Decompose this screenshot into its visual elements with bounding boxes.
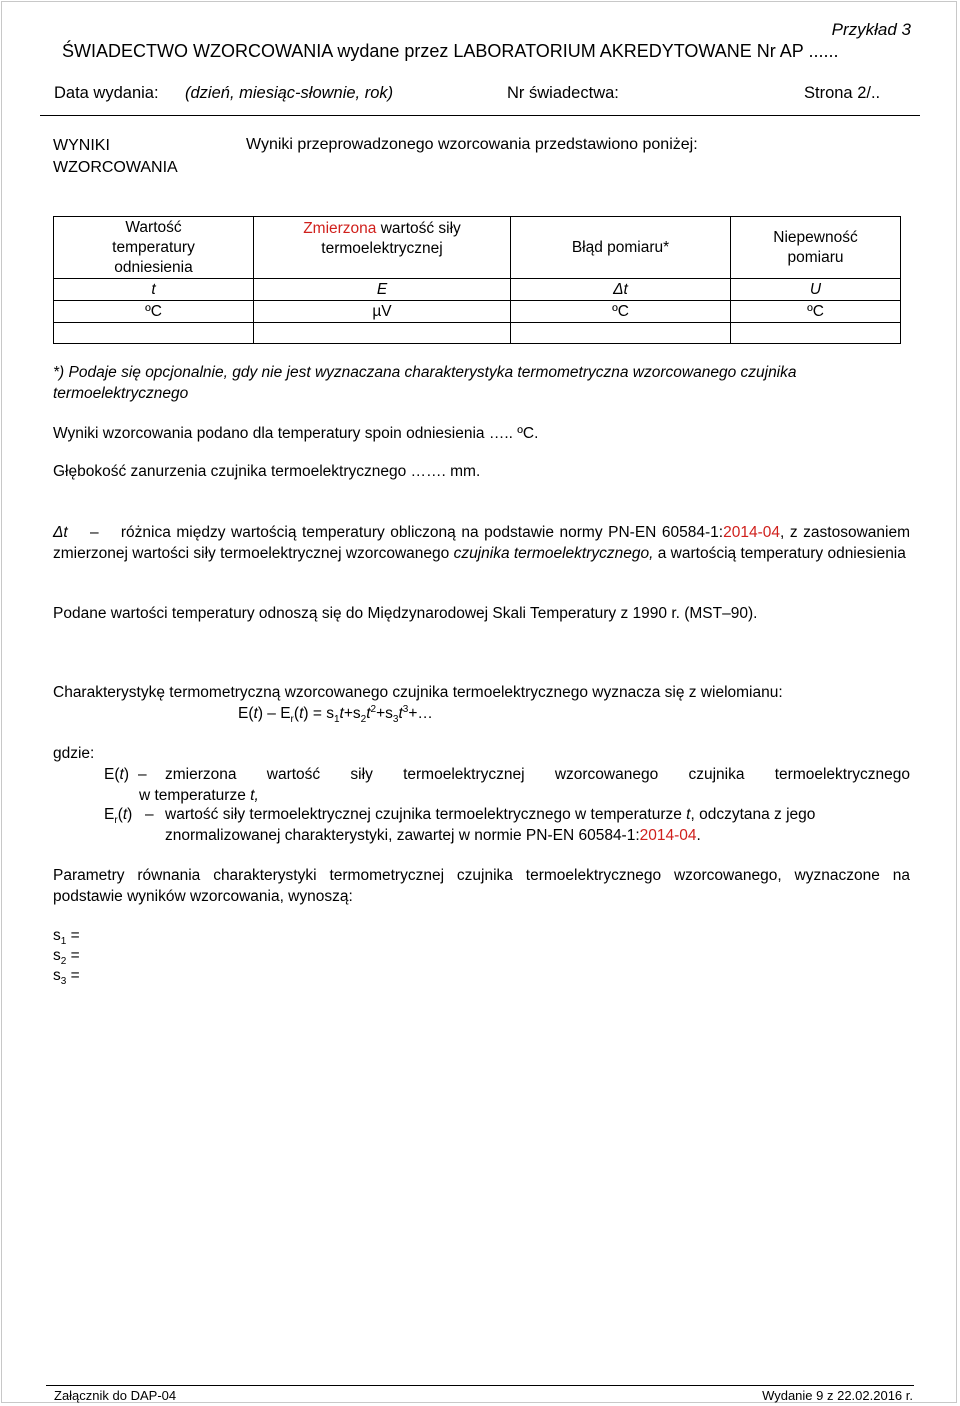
param-s2-sub: 2 (60, 956, 67, 968)
where-label: gdzie: (53, 745, 95, 762)
certificate-number-label: Nr świadectwa: (507, 84, 619, 102)
results-table (53, 216, 901, 344)
e-dash: – (138, 766, 147, 783)
header-col1-line2: temperatury (112, 238, 195, 256)
footer-annex: Załącznik do DAP-04 (54, 1388, 177, 1403)
footer-divider (46, 1385, 914, 1386)
header-col4-line2: pomiaru (787, 248, 844, 266)
table-cell (254, 323, 511, 344)
param-s2-eq: = (66, 947, 80, 964)
parameter-s3 (53, 967, 80, 988)
definition-text-b: , z zastosowaniem zmierzonej wartości siły termoelektrycznej wzorcowanego (53, 524, 911, 562)
table-cell (54, 323, 254, 344)
polynomial-formula: $E(t) - E_r(t)$ = $s_1t+s_2t^2+s_3t^3+\dots$ (238, 703, 433, 726)
its90-note: Podane wartości temperatury odnoszą się do Międzynarodowej Skali Temperatury z 1990 r. (MST–90). (53, 605, 758, 622)
er-standard-year: 2014-04 (639, 827, 697, 844)
certificate-title: ŚWIADECTWO WZORCOWANIA wydane przez LABORATORIUM AKREDYTOWANE Nr AP ...... (62, 41, 839, 61)
unit-t: ºC (54, 301, 254, 323)
reference-temperature-note: Wyniki wzorcowania podano dla temperatury spoin odniesienia ….. ºC. (53, 425, 539, 442)
parameters-text: Parametry równania charakterystyki termometrycznej czujnika termoelektrycznego wzorcowanego, wyznaczone na podstawie wyników wzorcowania, wynoszą: (53, 867, 910, 905)
header-col4-line1: Niepewność (773, 228, 858, 246)
er-description-line2 (165, 827, 701, 845)
er-desc-a: wartość siły termoelektrycznej czujnika termoelektrycznego w temperaturze (165, 806, 682, 823)
param-s1-eq: = (66, 927, 80, 944)
immersion-depth-note: Głębokość zanurzenia czujnika termoelektrycznego ……. mm. (53, 463, 481, 480)
header-measured-emf (254, 217, 511, 279)
e-desc-temp: w temperaturze (139, 787, 246, 804)
param-s3-symbol: s (53, 967, 61, 984)
page-frame (1, 1, 957, 1403)
unit-u: ºC (731, 301, 901, 323)
er-desc-end: . (696, 827, 701, 844)
footer-edition: Wydanie 9 z 22.02.2016 r. (762, 1388, 913, 1403)
e-description-line2: w temperaturze t, (139, 787, 259, 804)
parameter-s2 (53, 947, 80, 968)
page-number: Strona 2/.. (804, 84, 881, 102)
symbol-u: U (731, 279, 901, 301)
param-s3-sub: 3 (60, 976, 67, 988)
er-dash: – (145, 806, 154, 823)
header-uncertainty (731, 217, 901, 279)
section-label (53, 135, 178, 179)
header-col2-rest: wartość siły (376, 220, 461, 237)
definition-text-a: różnica między wartością temperatury obliczoną na podstawie normy PN-EN 60584-1: (120, 524, 724, 541)
definition-text-italic: czujnika termoelektrycznego, (453, 545, 654, 562)
header-col2-line2: termoelektrycznej (321, 240, 443, 257)
section-label-line2: WZORCOWANIA (53, 159, 178, 176)
definition-text-c: a wartością temperatury odniesienia (653, 545, 906, 562)
example-label: Przykład 3 (831, 20, 911, 39)
table-header-row (54, 217, 901, 279)
param-s1-symbol: s (53, 927, 61, 944)
standard-year: 2014-04 (723, 524, 780, 541)
header-reference-temperature (54, 217, 254, 279)
header-col1-line1: Wartość (125, 218, 182, 236)
er-term: $E_r(t)$ (104, 806, 133, 827)
date-hint: (dzień, miesiąc-słownie, rok) (185, 84, 394, 102)
param-s1-sub: 1 (60, 936, 67, 948)
section-label-line1: WYNIKI (53, 137, 110, 154)
symbol-delta-t: Δt (511, 279, 731, 301)
date-label: Data wydania: (54, 84, 159, 102)
header-col1-line3: odniesienia (114, 258, 193, 276)
header-col2-red: Zmierzona (303, 220, 377, 237)
table-cell (511, 323, 731, 344)
param-s3-eq: = (66, 967, 80, 984)
er-desc-b: , odczytana z jego (690, 806, 816, 823)
param-s2-symbol: s (53, 947, 61, 964)
definition-dash: – (89, 524, 99, 541)
symbol-t: t (54, 279, 254, 301)
footnote: *) Podaje się opcjonalnie, gdy nie jest wyznaczana charakterystyka termometryczna wzorcowanego czujnika termoelektrycznego (53, 364, 797, 402)
section-intro: Wyniki przeprowadzonego wzorcowania przedstawiono poniżej: (246, 136, 698, 153)
header-divider (40, 115, 920, 116)
table-data-row (54, 323, 901, 344)
parameter-s1 (53, 927, 80, 948)
table-unit-row (54, 301, 901, 323)
e-term: E(t) (104, 766, 129, 783)
unit-e: µV (254, 301, 511, 323)
delta-t-definition (53, 522, 910, 564)
characteristic-intro: Charakterystykę termometryczną wzorcowanego czujnika termoelektrycznego wyznacza się z wielomianu: (53, 684, 783, 701)
er-description: wartość siły termoelektrycznej czujnika termoelektrycznego w temperaturze t, odczytana z jego (165, 806, 816, 823)
unit-delta-t: ºC (511, 301, 731, 323)
header-measurement-error: Błąd pomiaru* (511, 217, 731, 279)
e-description: zmierzona wartość siły termoelektrycznej wzorcowanego czujnika termoelektrycznego (165, 766, 910, 783)
table-cell (731, 323, 901, 344)
delta-t-symbol: Δt (53, 524, 68, 541)
table-symbol-row (54, 279, 901, 301)
symbol-e: E (254, 279, 511, 301)
er-desc-c: znormalizowanej charakterystyki, zawartej w normie PN-EN 60584-1: (165, 827, 640, 844)
